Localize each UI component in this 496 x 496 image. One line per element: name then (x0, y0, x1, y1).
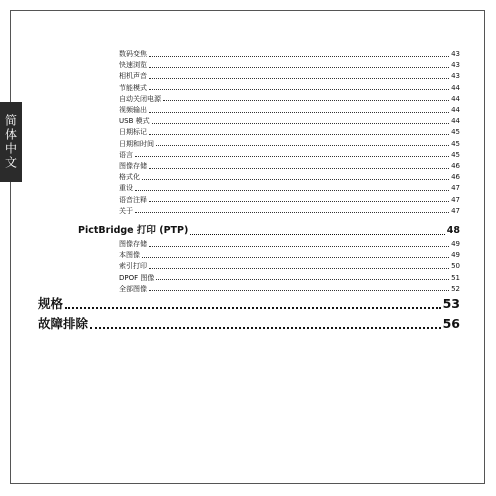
toc-entry-page: 53 (442, 296, 460, 311)
toc-subentry[interactable] (119, 284, 460, 294)
dot-leader (149, 56, 449, 57)
toc-entry-page: 45 (451, 139, 460, 148)
toc-entry-label: USB 模式 (119, 117, 150, 126)
toc-entry-page: 47 (451, 206, 460, 215)
toc-entry-label: 图像存储 (119, 240, 147, 248)
toc-entry-label: DPOF 图像 (119, 273, 155, 282)
toc-subentry[interactable] (119, 94, 460, 104)
toc-entry-label: 视频输出 (119, 106, 147, 114)
toc-entry-page: 43 (451, 72, 460, 81)
toc-subentry[interactable] (119, 49, 460, 59)
toc-subentry[interactable] (119, 273, 460, 283)
toc-entry-page: 46 (451, 162, 460, 170)
toc-chapter-entry[interactable] (38, 295, 460, 313)
toc-entry-label: 关于 (119, 206, 133, 215)
toc-entry-page: 56 (442, 316, 460, 331)
toc-entry-label: 数码变焦 (119, 50, 147, 58)
dot-leader (190, 234, 444, 235)
toc-subentry[interactable] (119, 105, 460, 115)
toc-subentry[interactable] (119, 261, 460, 271)
toc-entry-page: 46 (451, 173, 460, 182)
dot-leader (156, 279, 449, 280)
dot-leader (156, 145, 449, 146)
toc-entry-label: 节能模式 (119, 83, 147, 92)
toc-entry-page: 43 (451, 61, 460, 70)
toc-entry-label: 图像存储 (119, 162, 147, 170)
dot-leader (149, 246, 449, 247)
toc-subentry[interactable] (119, 206, 460, 216)
toc-subentry[interactable] (119, 127, 460, 137)
toc-entry-label: 故障排除 (38, 316, 89, 331)
dot-leader (149, 268, 449, 269)
toc-entry-page: 44 (451, 117, 460, 126)
dot-leader (149, 134, 449, 135)
dot-leader (149, 112, 449, 113)
dot-leader (135, 212, 449, 213)
dot-leader (149, 78, 449, 79)
toc-entry-label: 格式化 (119, 173, 140, 182)
toc-entry-page: 50 (451, 262, 460, 271)
dot-leader (152, 123, 449, 124)
toc-entry-page: 47 (451, 195, 460, 204)
toc-entry-page: 44 (451, 106, 460, 114)
dot-leader (149, 290, 449, 291)
toc-subentry[interactable] (119, 161, 460, 171)
toc-entry-label: 自动关闭电源 (119, 94, 161, 103)
toc-subentry[interactable] (119, 250, 460, 260)
toc-subentry[interactable] (119, 116, 460, 126)
toc-entry-page: 43 (451, 50, 460, 58)
dot-leader (149, 89, 449, 90)
toc-entry-label: 全部图像 (119, 284, 147, 293)
toc-entry-page: 44 (451, 94, 460, 103)
toc-subentry[interactable] (119, 139, 460, 149)
toc-section-entry[interactable] (78, 224, 460, 238)
toc-subentry[interactable] (119, 150, 460, 160)
toc-entry-page: 45 (451, 150, 460, 159)
toc-subentry[interactable] (119, 239, 460, 249)
toc-entry-label: 本图像 (119, 251, 140, 260)
toc-subentry[interactable] (119, 195, 460, 205)
dot-leader (65, 307, 441, 309)
toc-entry-label: PictBridge 打印 (PTP) (78, 225, 189, 236)
dot-leader (163, 100, 449, 101)
toc-entry-page: 52 (451, 284, 460, 293)
toc-entry-page: 51 (451, 273, 460, 282)
toc-entry-page: 45 (451, 128, 460, 137)
toc-entry-page: 49 (451, 240, 460, 248)
dot-leader (142, 179, 449, 180)
toc-entry-label: 重设 (119, 184, 133, 193)
toc-subentry[interactable] (119, 183, 460, 193)
toc-entry-page: 49 (451, 251, 460, 260)
dot-leader (149, 168, 449, 169)
dot-leader (149, 67, 449, 68)
toc-entry-page: 44 (451, 83, 460, 92)
toc-subentry[interactable] (119, 83, 460, 93)
toc-entry-page: 47 (451, 184, 460, 193)
toc-entry-label: 日期和时间 (119, 139, 154, 148)
dot-leader (135, 190, 449, 191)
toc-entry-label: 语言 (119, 150, 133, 159)
toc-entry-label: 规格 (38, 296, 64, 311)
toc-subentry[interactable] (119, 71, 460, 81)
toc-entry-label: 日期标记 (119, 128, 147, 137)
dot-leader (142, 257, 449, 258)
toc-chapter-entry[interactable] (38, 315, 460, 333)
dot-leader (135, 156, 449, 157)
dot-leader (90, 327, 441, 329)
toc-entry-label: 快速浏览 (119, 61, 147, 70)
toc-subentry[interactable] (119, 172, 460, 182)
toc-entry-label: 索引打印 (119, 262, 147, 271)
language-tab: 简体中文 (0, 102, 22, 182)
toc-entry-page: 48 (446, 225, 460, 236)
dot-leader (149, 201, 449, 202)
toc-entry-label: 相机声音 (119, 72, 147, 81)
toc-subentry[interactable] (119, 60, 460, 70)
toc-entry-label: 语音注释 (119, 195, 147, 204)
